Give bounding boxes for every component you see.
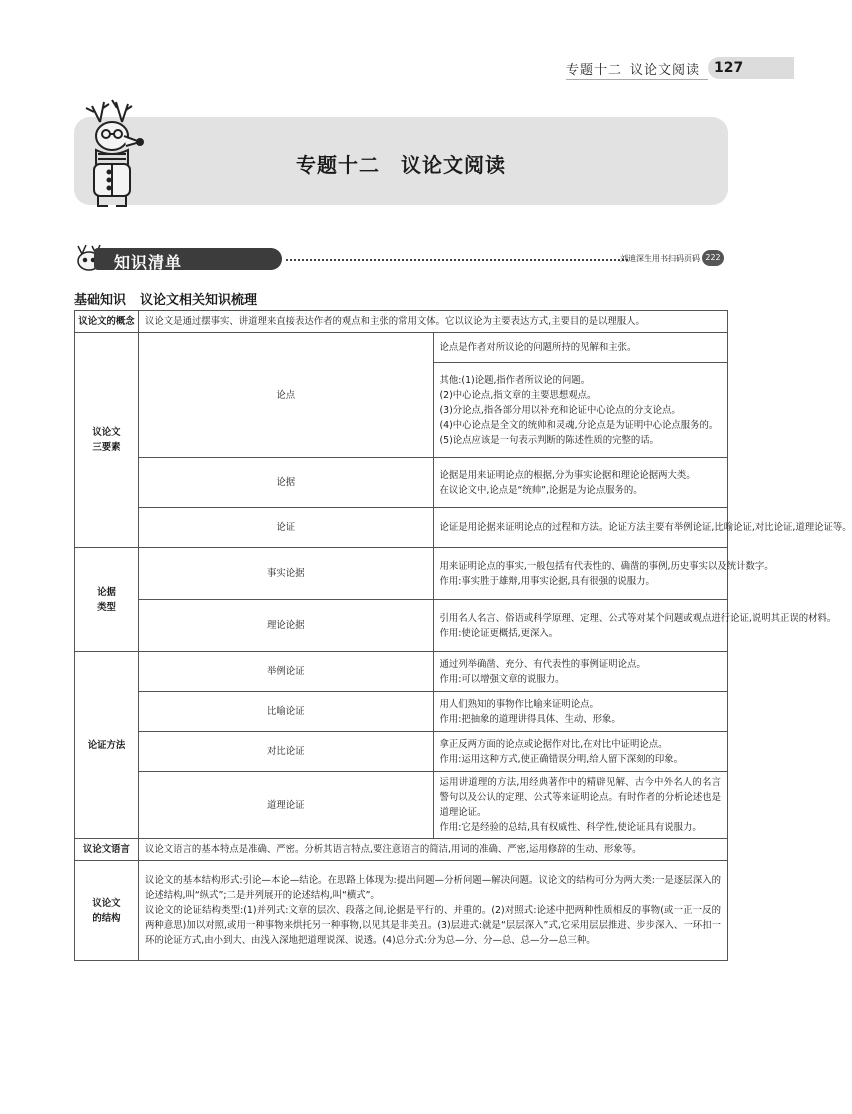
running-header-section: 议论文阅读 bbox=[629, 62, 700, 78]
sub-label-argument: 论证 bbox=[139, 508, 434, 548]
running-header-chapter: 专题十二 bbox=[565, 62, 622, 78]
concept-text: 议论文是通过摆事实、讲道理来直接表达作者的观点和主张的常用文体。它以议论为主要表达方式,主要目的是以理服人。 bbox=[139, 311, 728, 333]
header-divider bbox=[566, 79, 708, 80]
dotted-divider bbox=[286, 259, 628, 261]
chapter-title: 专题十二 议论文阅读 bbox=[296, 153, 506, 177]
subtitle-part1: 基础知识 bbox=[74, 293, 127, 308]
row-label-methods: 论证方法 bbox=[75, 652, 139, 839]
row-label-concept: 议论文的概念 bbox=[75, 311, 139, 333]
example-text: 通过列举确凿、充分、有代表性的事例证明论点。 作用:可以增强文章的说服力。 bbox=[433, 652, 728, 692]
sub-label-fact-evidence: 事实论据 bbox=[139, 548, 434, 600]
row-label-evidence-types: 论据 类型 bbox=[75, 548, 139, 652]
table-row bbox=[75, 311, 728, 333]
page-number: 127 bbox=[708, 57, 794, 79]
structure-text: 议论文的基本结构形式:引论—本论—结论。在思路上体现为:提出问题—分析问题—解决问题。议论文的结构可分为两大类:一是逐层深入的论述结构,叫“纵式”;二是并列展开的论述结构,叫“横式”。 议论文的论证结构类型:(1)并列式:文章的层次、段落之间,论据是平行的、并重的。(2)对照式:论述中把两种性质相反的事物(或一正一反的两种意思)加以对照,或用一种事物来烘托另一种事物,以见其是非美丑。(3)层进式:就是“层层深入”式,它采用层层推进、步步深入、一环扣一环的论证方式,由小到大、由浅入深地把道理说深、说透。(4)总分式:分为总—分、分—总、总—分—总三种。 bbox=[139, 861, 728, 961]
table-row bbox=[75, 508, 728, 548]
contrast-text: 拿正反两方面的论点或论据作对比,在对比中证明论点。 作用:运用这种方式,使正确错误分明,给人留下深刻的印象。 bbox=[433, 732, 728, 772]
row-label-structure: 议论文 的结构 bbox=[75, 861, 139, 961]
theory-evidence-text: 引用名人名言、俗语或科学原理、定理、公式等对某个问题或观点进行论证,说明其正误的材料。 作用:使论证更概括,更深入。 bbox=[433, 600, 728, 652]
point-main-text: 论点是作者对所议论的问题所持的见解和主张。 bbox=[433, 333, 728, 363]
deer-mascot-icon bbox=[76, 92, 156, 210]
sub-label-analogy: 比喻论证 bbox=[139, 692, 434, 732]
table-row bbox=[75, 732, 728, 772]
evidence-text: 论据是用来证明论点的根据,分为事实论据和理论论据两大类。 在议论文中,论点是“统帅”,论据是为论点服务的。 bbox=[433, 458, 728, 508]
analogy-text: 用人们熟知的事物作比喻来证明论点。 作用:把抽象的道理讲得具体、生动、形象。 bbox=[433, 692, 728, 732]
sub-label-reasoning: 道理论证 bbox=[139, 772, 434, 839]
scan-code-badge: 222 bbox=[702, 250, 724, 266]
table-row bbox=[75, 600, 728, 652]
table-row bbox=[75, 772, 728, 839]
sub-label-example: 举例论证 bbox=[139, 652, 434, 692]
sub-label-point: 论点 bbox=[139, 333, 434, 458]
section-subtitle bbox=[74, 289, 271, 308]
scan-code-note: 刘迪深生用书扫码页码 bbox=[620, 254, 700, 263]
table-row bbox=[75, 692, 728, 732]
row-label-three-elements: 议论文 三要素 bbox=[75, 333, 139, 548]
sub-label-evidence: 论据 bbox=[139, 458, 434, 508]
knowledge-list-header bbox=[74, 244, 728, 272]
row-label-language: 议论文语言 bbox=[75, 839, 139, 861]
fact-evidence-text: 用来证明论点的事实,一般包括有代表性的、确凿的事例,历史事实以及统计数字。 作用:事实胜于雄辩,用事实论据,具有很强的说服力。 bbox=[433, 548, 728, 600]
table-row bbox=[75, 652, 728, 692]
chapter-banner bbox=[74, 117, 728, 205]
running-header bbox=[566, 56, 794, 80]
table-row bbox=[75, 333, 728, 363]
sub-label-contrast: 对比论证 bbox=[139, 732, 434, 772]
table-row bbox=[75, 861, 728, 961]
point-details-text: 其他:(1)论题,指作者所议论的问题。 (2)中心论点,指文章的主要思想观点。 (3)分论点,指各部分用以补充和论证中心论点的分支论点。 (4)中心论点是全文的统帅和灵魂,分论点是为证明中心论点服务的。 (5)论点应该是一句表示判断的陈述性质的完整的话。 bbox=[433, 363, 728, 458]
table-row bbox=[75, 458, 728, 508]
table-row bbox=[75, 548, 728, 600]
sub-label-theory-evidence: 理论论据 bbox=[139, 600, 434, 652]
knowledge-table bbox=[74, 310, 852, 961]
argument-text: 论证是用论据来证明论点的过程和方法。论证方法主要有举例论证,比喻论证,对比论证,道理论证等。 bbox=[433, 508, 728, 548]
section-label: 知识清单 bbox=[114, 253, 183, 272]
language-text: 议论文语言的基本特点是准确、严密。分析其语言特点,要注意语言的简洁,用词的准确、严密,运用修辞的生动、形象等。 bbox=[139, 839, 728, 861]
table-row bbox=[75, 839, 728, 861]
reasoning-text: 运用讲道理的方法,用经典著作中的精辟见解、古今中外名人的名言警句以及公认的定理、公式等来证明论点。有时作者的分析论述也是道理论证。 作用:它是经验的总结,具有权威性、科学性,使论证具有说服力。 bbox=[433, 772, 728, 839]
subtitle-part2: 议论文相关知识梳理 bbox=[140, 293, 258, 308]
